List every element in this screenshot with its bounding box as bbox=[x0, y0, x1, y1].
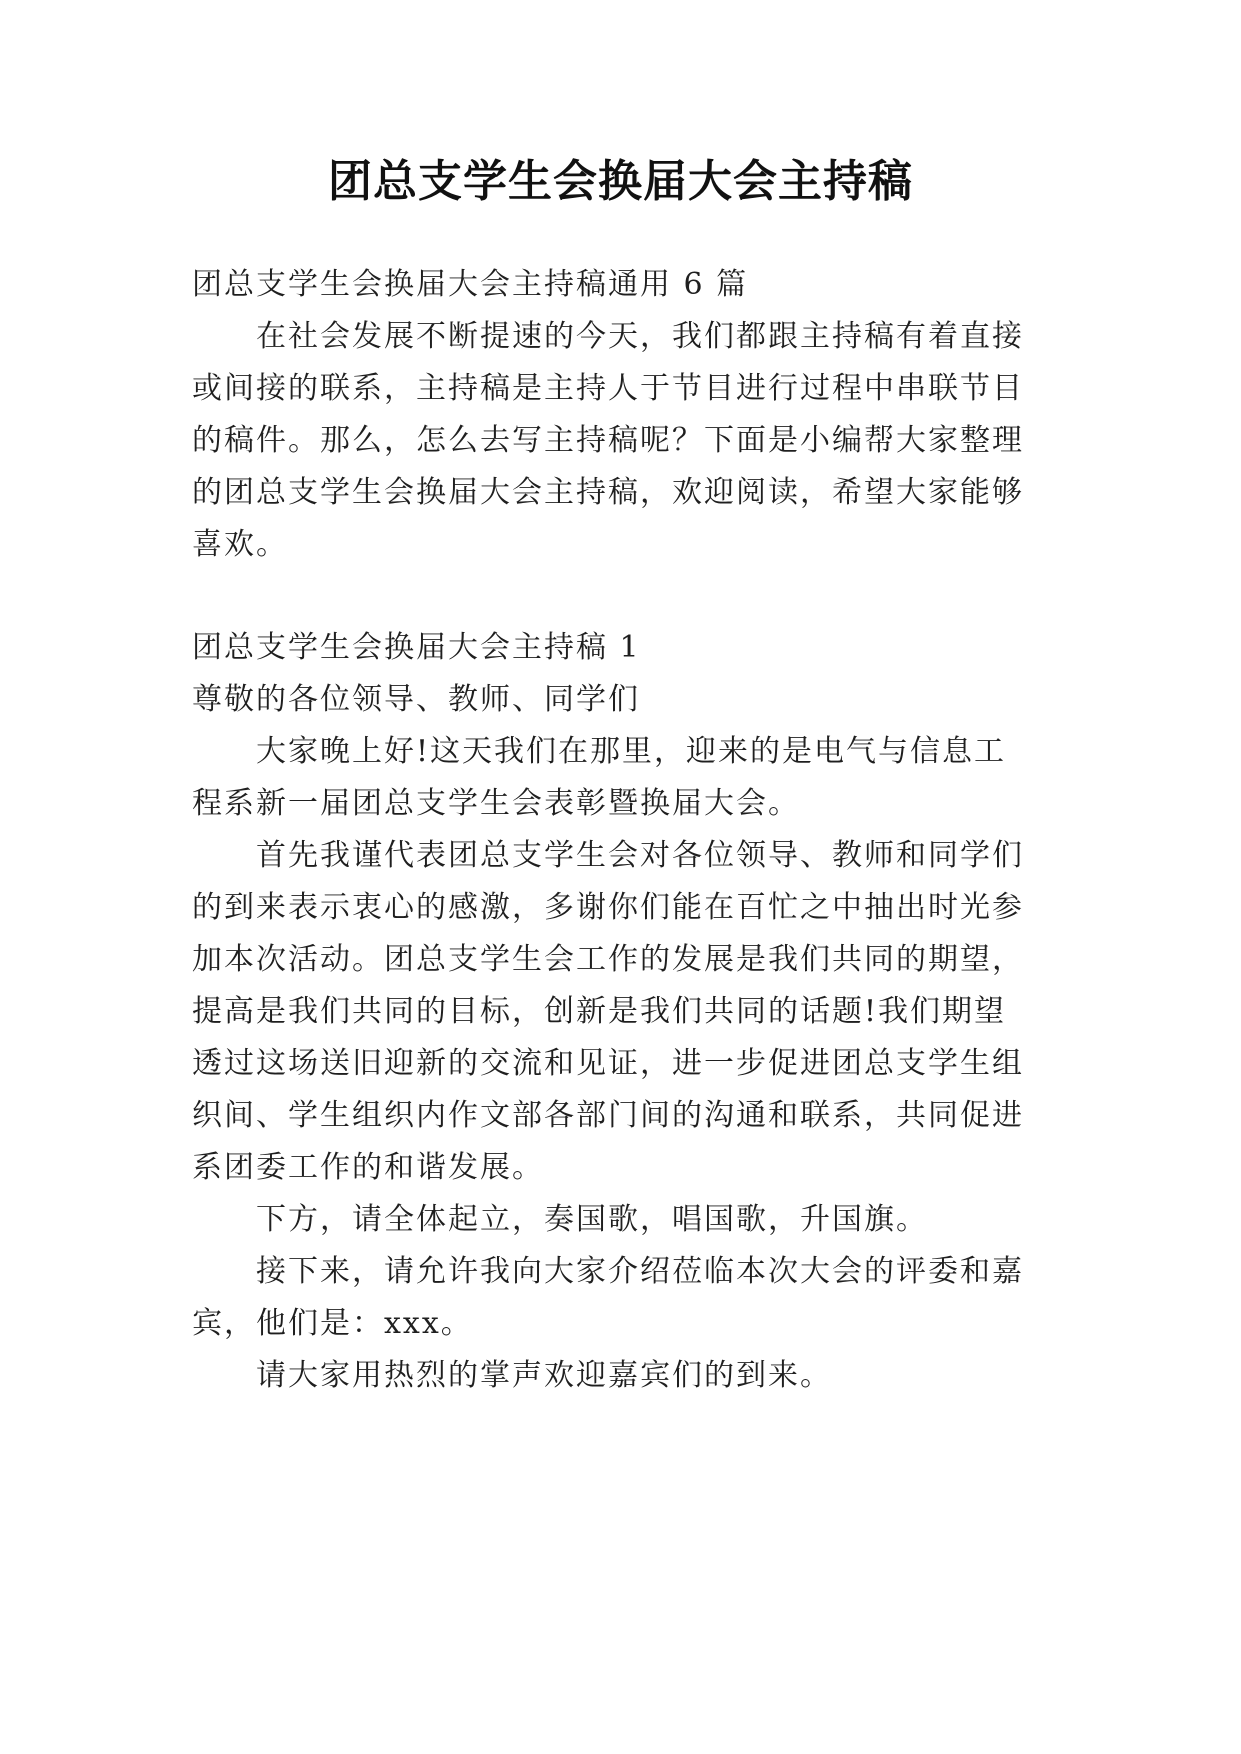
document-subtitle: 团总支学生会换届大会主持稿通用 6 篇 bbox=[192, 267, 749, 302]
paragraph-line: 系团委工作的和谐发展。 bbox=[192, 1150, 544, 1185]
paragraph-line: 请大家用热烈的掌声欢迎嘉宾们的到来。 bbox=[256, 1358, 832, 1393]
intro-line: 喜欢。 bbox=[192, 527, 288, 562]
paragraph-line: 的到来表示衷心的感激，多谢你们能在百忙之中抽出时光参 bbox=[192, 890, 1024, 925]
intro-line: 的稿件。那么，怎么去写主持稿呢？下面是小编帮大家整理 bbox=[192, 423, 1024, 458]
paragraph-line: 接下来，请允许我向大家介绍莅临本次大会的评委和嘉 bbox=[256, 1254, 1024, 1289]
document-body bbox=[192, 265, 1052, 1585]
paragraph-line: 加本次活动。团总支学生会工作的发展是我们共同的期望， bbox=[192, 942, 1024, 977]
paragraph-line: 提高是我们共同的目标，创新是我们共同的话题!我们期望 bbox=[192, 994, 1007, 1029]
document-title: 团总支学生会换届大会主持稿 bbox=[328, 156, 913, 207]
paragraph-line: 宾，他们是：xxx。 bbox=[192, 1306, 473, 1341]
paragraph-line: 透过这场送旧迎新的交流和见证，进一步促进团总支学生组 bbox=[192, 1046, 1024, 1081]
paragraph-line: 下方，请全体起立，奏国歌，唱国歌，升国旗。 bbox=[256, 1202, 928, 1237]
intro-line: 或间接的联系，主持稿是主持人于节目进行过程中串联节目 bbox=[192, 371, 1024, 406]
salutation: 尊敬的各位领导、教师、同学们 bbox=[192, 682, 640, 717]
paragraph-line: 程系新一届团总支学生会表彰暨换届大会。 bbox=[192, 786, 800, 821]
paragraph-line: 首先我谨代表团总支学生会对各位领导、教师和同学们 bbox=[256, 838, 1024, 873]
paragraph-line: 织间、学生组织内作文部各部门间的沟通和联系，共同促进 bbox=[192, 1098, 1024, 1133]
paragraph-line: 大家晚上好!这天我们在那里，迎来的是电气与信息工 bbox=[256, 734, 1007, 769]
section-heading: 团总支学生会换届大会主持稿 1 bbox=[192, 630, 641, 665]
intro-line: 在社会发展不断提速的今天，我们都跟主持稿有着直接 bbox=[256, 319, 1024, 354]
intro-line: 的团总支学生会换届大会主持稿，欢迎阅读，希望大家能够 bbox=[192, 475, 1024, 510]
